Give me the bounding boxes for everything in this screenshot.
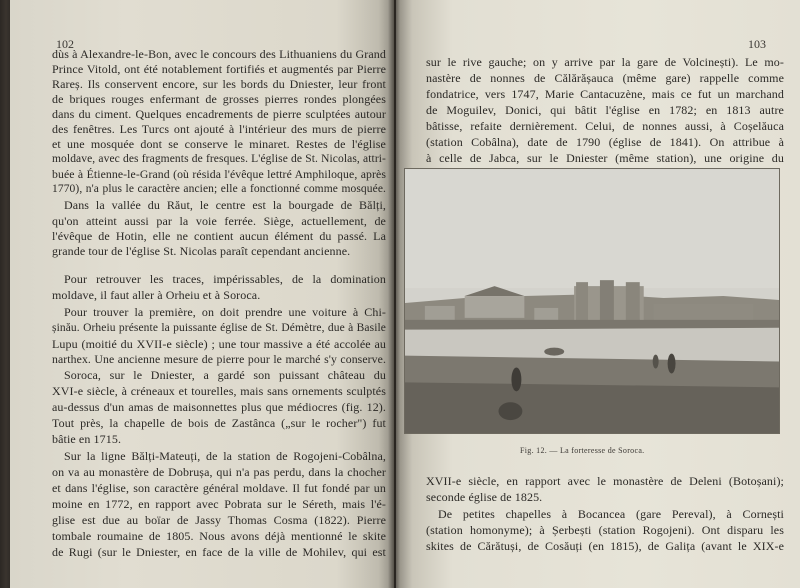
text-line: (station Cobâlna), date de 1790 (église de 1841). On attribue à: [426, 135, 784, 149]
text-line: Tout près, la chapelle de bois de Zastânca („sur le rocher") fut: [52, 416, 386, 430]
fortress-photo: [404, 168, 780, 434]
right-page: [396, 0, 800, 588]
text-line: Dans la vallée du Răut, le centre est la bourgade de Bălți,: [64, 198, 386, 212]
text-line: Lupu (moitié du XVII-e siècle) ; une tour massive a été accolée au: [52, 337, 386, 351]
text-line: et une mosquée dont se conserve le minaret. Restes de l'église: [52, 137, 386, 151]
text-line: qu'on atteint aussi par la voie ferrée. Siège, actuellement, de: [52, 214, 386, 228]
text-line: on va au monastère de Dobrușa, qui n'a pas perdu, dans la chocher: [52, 465, 386, 479]
text-line: Pour trouver la première, on doit prendre une voiture à Chi-: [64, 305, 386, 319]
text-line: Prince Vitold, ont été notablement fortifiés et augmentés par Pierre: [52, 62, 386, 76]
text-line: sur le rive gauche; on y arrive par la gare de Volcinești). Le mo-: [426, 55, 784, 69]
text-line: Rareș. Ils conservent encore, sur les bords du Dniester, leur front: [52, 77, 386, 91]
text-line: de Moguilev, Donici, qui bâtit l'église en 1782; en 1813 autre: [426, 103, 784, 117]
text-line: de Rugi (sur le Dniester, en face de la ville de Mohilev, qui est: [52, 545, 386, 559]
text-line: (station homonyme); à Șerbești (station Rogojeni). Ont disparu les: [426, 523, 784, 537]
text-line: de briques rouges enfermant de grosses pierres rondes plongées: [52, 92, 386, 106]
page-number-right: 103: [748, 37, 766, 51]
text-line: et dans l'église, son caractère général moldave. Il fut fondé par un: [52, 481, 386, 495]
text-line: XVI-e siècle, à créneaux et tourelles, mais sans ornements sculptés: [52, 384, 386, 398]
text-line: bâtie en 1715.: [52, 432, 122, 446]
text-line: buée à Étienne-le-Grand (où résida l'évêque lettré Amphiloque, après: [52, 168, 386, 181]
text-line: bâtisse, refaite dernièrement. Celui, de nonnes aussi, à Coșelăuca: [426, 119, 784, 133]
text-line: șinău. Orheiu présente la puissante église de St. Démètre, due à Basile: [52, 322, 386, 334]
fortress-illustration: [405, 169, 779, 433]
text-line: 1770), n'a plus le caractère ancien; elle a fonctionné comme mosquée.: [52, 183, 386, 195]
text-line: l'évêque de Hotin, elle ne contient aucun élément du passé. La: [52, 229, 386, 243]
text-line: dans du ciment. Quelques encadrements de pierre sculptées autour: [52, 107, 386, 121]
text-line: Pour retrouver les traces, impérissables, de la domination: [64, 272, 386, 286]
text-line: moldave, avec des fragments de fresques. L'église de St. Nicolas, attri-: [52, 153, 386, 165]
figure-caption: Fig. 12. — La forteresse de Soroca.: [520, 446, 645, 455]
text-line: skites de Cărătuși, de Cosăuți (en 1815), de Galița (avant le XIX-e: [426, 539, 784, 553]
text-line: glise est due au boïar de Jassy Thomas Cosma (1822). Pierre: [52, 513, 386, 527]
text-line: XVII-e siècle, en rapport avec le monastère de Deleni (Botoșani);: [426, 474, 784, 488]
text-line: narthex. Une ancienne mesure de pierre pour le marché s'y conserve.: [52, 353, 386, 366]
text-line: De petites chapelles à Bocancea (gare Pereval), à Cornești: [438, 507, 784, 521]
text-line: au-dessus d'un amas de maisonnettes plus que médiocres (fig. 12).: [52, 400, 386, 414]
left-page: [10, 0, 394, 588]
text-line: à celle de Jabca, sur le Dniester (même station), une origine du: [426, 151, 784, 165]
text-line: Sur la ligne Bălți-Mateuți, de la station de Rogojeni-Cobâlna,: [64, 449, 386, 463]
text-line: seconde église de 1825.: [426, 490, 543, 504]
text-line: grande tour de l'église St. Nicolas paraît cependant ancienne.: [52, 244, 351, 258]
book-gutter: [388, 0, 400, 588]
text-line: fondatrice, vers 1747, Marie Cantacuzène, mais ce fut un marchand: [426, 87, 784, 101]
page-number-left: 102: [56, 37, 74, 51]
text-line: nastère de nonnes de Călărășauca (même gare) rappelle comme: [426, 71, 784, 85]
text-line: Soroca, sur le Dniester, a gardé son puissant château du: [64, 368, 386, 382]
text-line: des fenêtres. Les Turcs ont ajouté à l'intérieur des murs de pierre: [52, 122, 386, 136]
text-line: dùs à Alexandre-le-Bon, avec le concours des Lithuaniens du Grand: [52, 47, 386, 61]
text-line: tombale roumaine de 1805. Nous avons déjà mentionné le skite: [52, 529, 386, 543]
text-line: moldave, il faut aller à Orheiu et à Soroca.: [52, 288, 261, 302]
text-line: moine en 1772, en rapport avec Pobrata sur le Séreth, mais l'é-: [52, 497, 386, 511]
